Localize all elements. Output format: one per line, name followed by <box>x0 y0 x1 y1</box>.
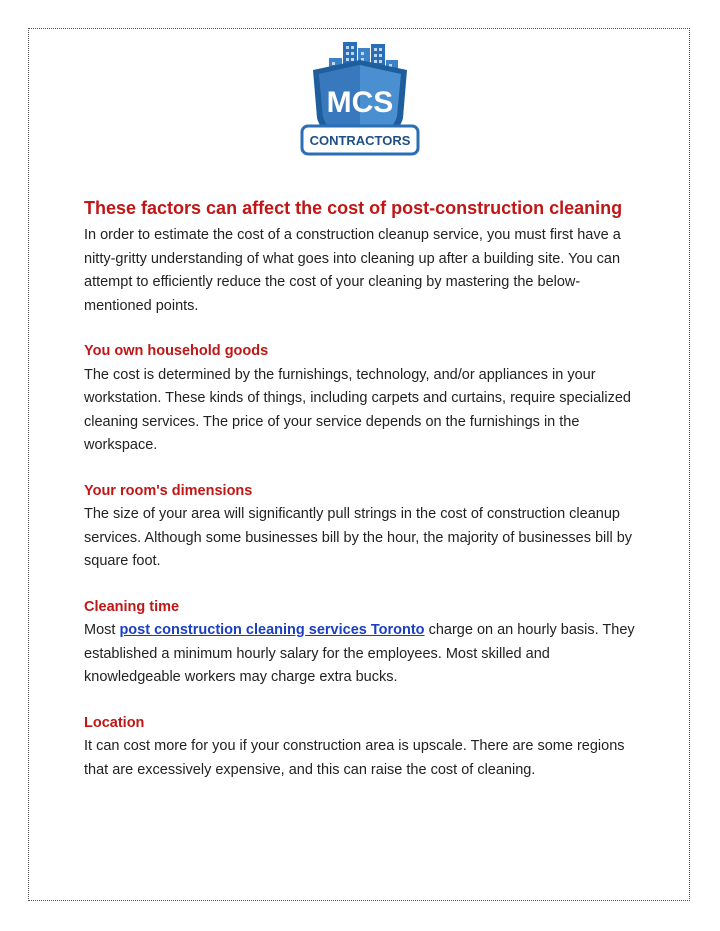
document-title: These factors can affect the cost of post-construction cleaning <box>84 198 623 218</box>
section-body: The size of your area will significantly pull strings in the cost of construction cleanup services. Although some businesses bill by the hour, the majority of businesses bill by square foot. <box>84 506 633 569</box>
section-household-goods <box>84 340 644 458</box>
logo-graphic <box>297 40 423 160</box>
body-text-after: charge on an hourly basis. They established a minimum hourly salary for the employees. Most skilled and knowledgeable workers may charge extra bucks. <box>84 622 635 685</box>
section-body <box>84 619 644 690</box>
mcs-contractors-logo <box>297 40 423 160</box>
section-location <box>84 712 644 783</box>
section-cleaning-time <box>84 596 644 690</box>
section-body: The cost is determined by the furnishings, technology, and/or appliances in your workstation. These kinds of things, including carpets and curtains, require specialized cleaning services. The price of your service depends on the furnishings in the workspace. <box>84 366 631 453</box>
section-body: It can cost more for you if your construction area is upscale. There are some regions that are excessively expensive, and this can raise the cost of cleaning. <box>84 738 625 778</box>
intro-paragraph: In order to estimate the cost of a construction cleanup service, you must first have a nitty-gritty understanding of what goes into cleaning up after a building site. You can attempt to efficiently reduce the cost of your cleaning by mastering the below-mentioned points. <box>84 227 621 314</box>
logo-subtitle-text: CONTRACTORS <box>309 133 411 148</box>
section-heading: Cleaning time <box>84 598 180 615</box>
services-toronto-link[interactable]: post construction cleaning services Toronto <box>119 622 425 638</box>
section-room-dimensions <box>84 480 644 574</box>
body-text-before: Most <box>84 622 120 638</box>
section-heading: Location <box>84 714 145 731</box>
logo-brand-text: MCS <box>326 86 394 119</box>
document-body <box>84 196 644 782</box>
section-heading: Your room's dimensions <box>84 482 253 499</box>
section-heading: You own household goods <box>84 343 269 359</box>
